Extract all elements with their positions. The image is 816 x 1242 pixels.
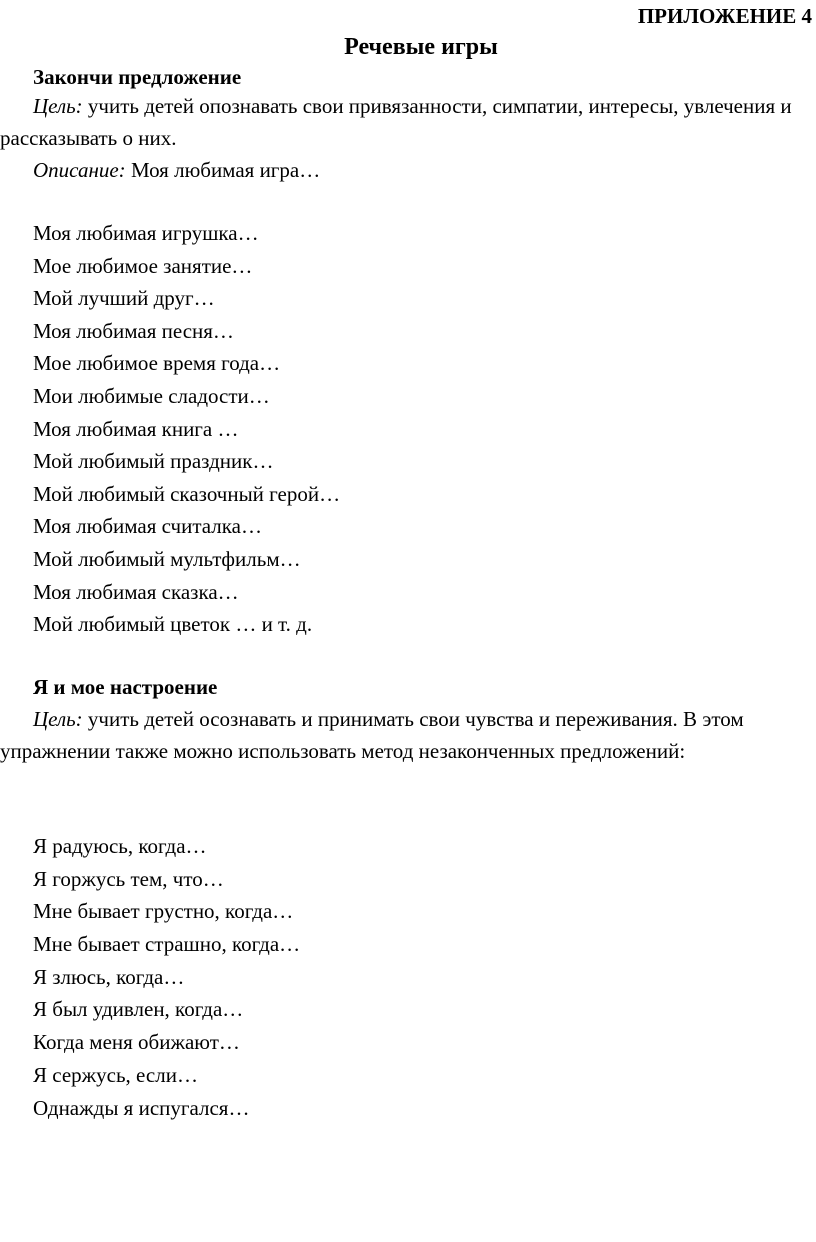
- section1-goal-label: Цель:: [33, 94, 83, 118]
- page-title: Речевые игры: [344, 34, 498, 60]
- section2-list: [33, 830, 300, 1124]
- list-item: Мое любимое время года…: [33, 351, 281, 376]
- list-item: Моя любимая игрушка…: [33, 221, 259, 245]
- list-item: Моя любимая сказка…: [33, 579, 239, 604]
- section2-goal-label: Цель:: [33, 707, 83, 731]
- list-item: Мой любимый цветок … и т. д.: [33, 612, 313, 637]
- list-item: Моя любимая книга …: [33, 416, 239, 441]
- list-item: Я горжусь тем, что…: [33, 866, 224, 891]
- list-item: Моя любимая считалка…: [33, 514, 262, 539]
- list-item: Я радуюсь, когда…: [33, 834, 207, 858]
- list-item: Мне бывает страшно, когда…: [33, 932, 301, 957]
- list-item: Я сержусь, если…: [33, 1062, 198, 1087]
- list-item: Когда меня обижают…: [33, 1030, 240, 1055]
- section1-goal-text: учить детей опознавать свои привязанности, симпатии, интересы, увлечения и рассказывать о них.: [0, 94, 792, 150]
- list-item: Мой любимый сказочный герой…: [33, 481, 341, 506]
- list-item: Мои любимые сладости…: [33, 383, 270, 408]
- section1-description-text: Моя любимая игра…: [125, 158, 321, 182]
- list-item: Я злюсь, когда…: [33, 964, 185, 989]
- section1-description: [0, 154, 812, 186]
- list-item: Мое любимое занятие…: [33, 253, 253, 278]
- list-item: Мой лучший друг…: [33, 286, 215, 311]
- list-item: Однажды я испугался…: [33, 1095, 250, 1120]
- list-item: Мне бывает грустно, когда…: [33, 899, 294, 924]
- list-item: Я был удивлен, когда…: [33, 997, 244, 1022]
- section1-goal: [0, 90, 812, 154]
- section1-description-label: Описание:: [33, 158, 126, 182]
- section2-heading: Я и мое настроение: [33, 675, 218, 699]
- section1-heading: Закончи предложение: [33, 65, 242, 89]
- list-item: Мой любимый праздник…: [33, 449, 274, 474]
- section2-goal: [0, 703, 812, 767]
- section2-goal-text: учить детей осознавать и принимать свои чувства и переживания. В этом упражнении также можно использовать метод незаконченных предложений:: [0, 707, 744, 763]
- section1-list: [33, 217, 340, 641]
- list-item: Мой любимый мультфильм…: [33, 546, 301, 571]
- list-item: Моя любимая песня…: [33, 318, 234, 343]
- appendix-label: ПРИЛОЖЕНИЕ 4: [637, 4, 812, 28]
